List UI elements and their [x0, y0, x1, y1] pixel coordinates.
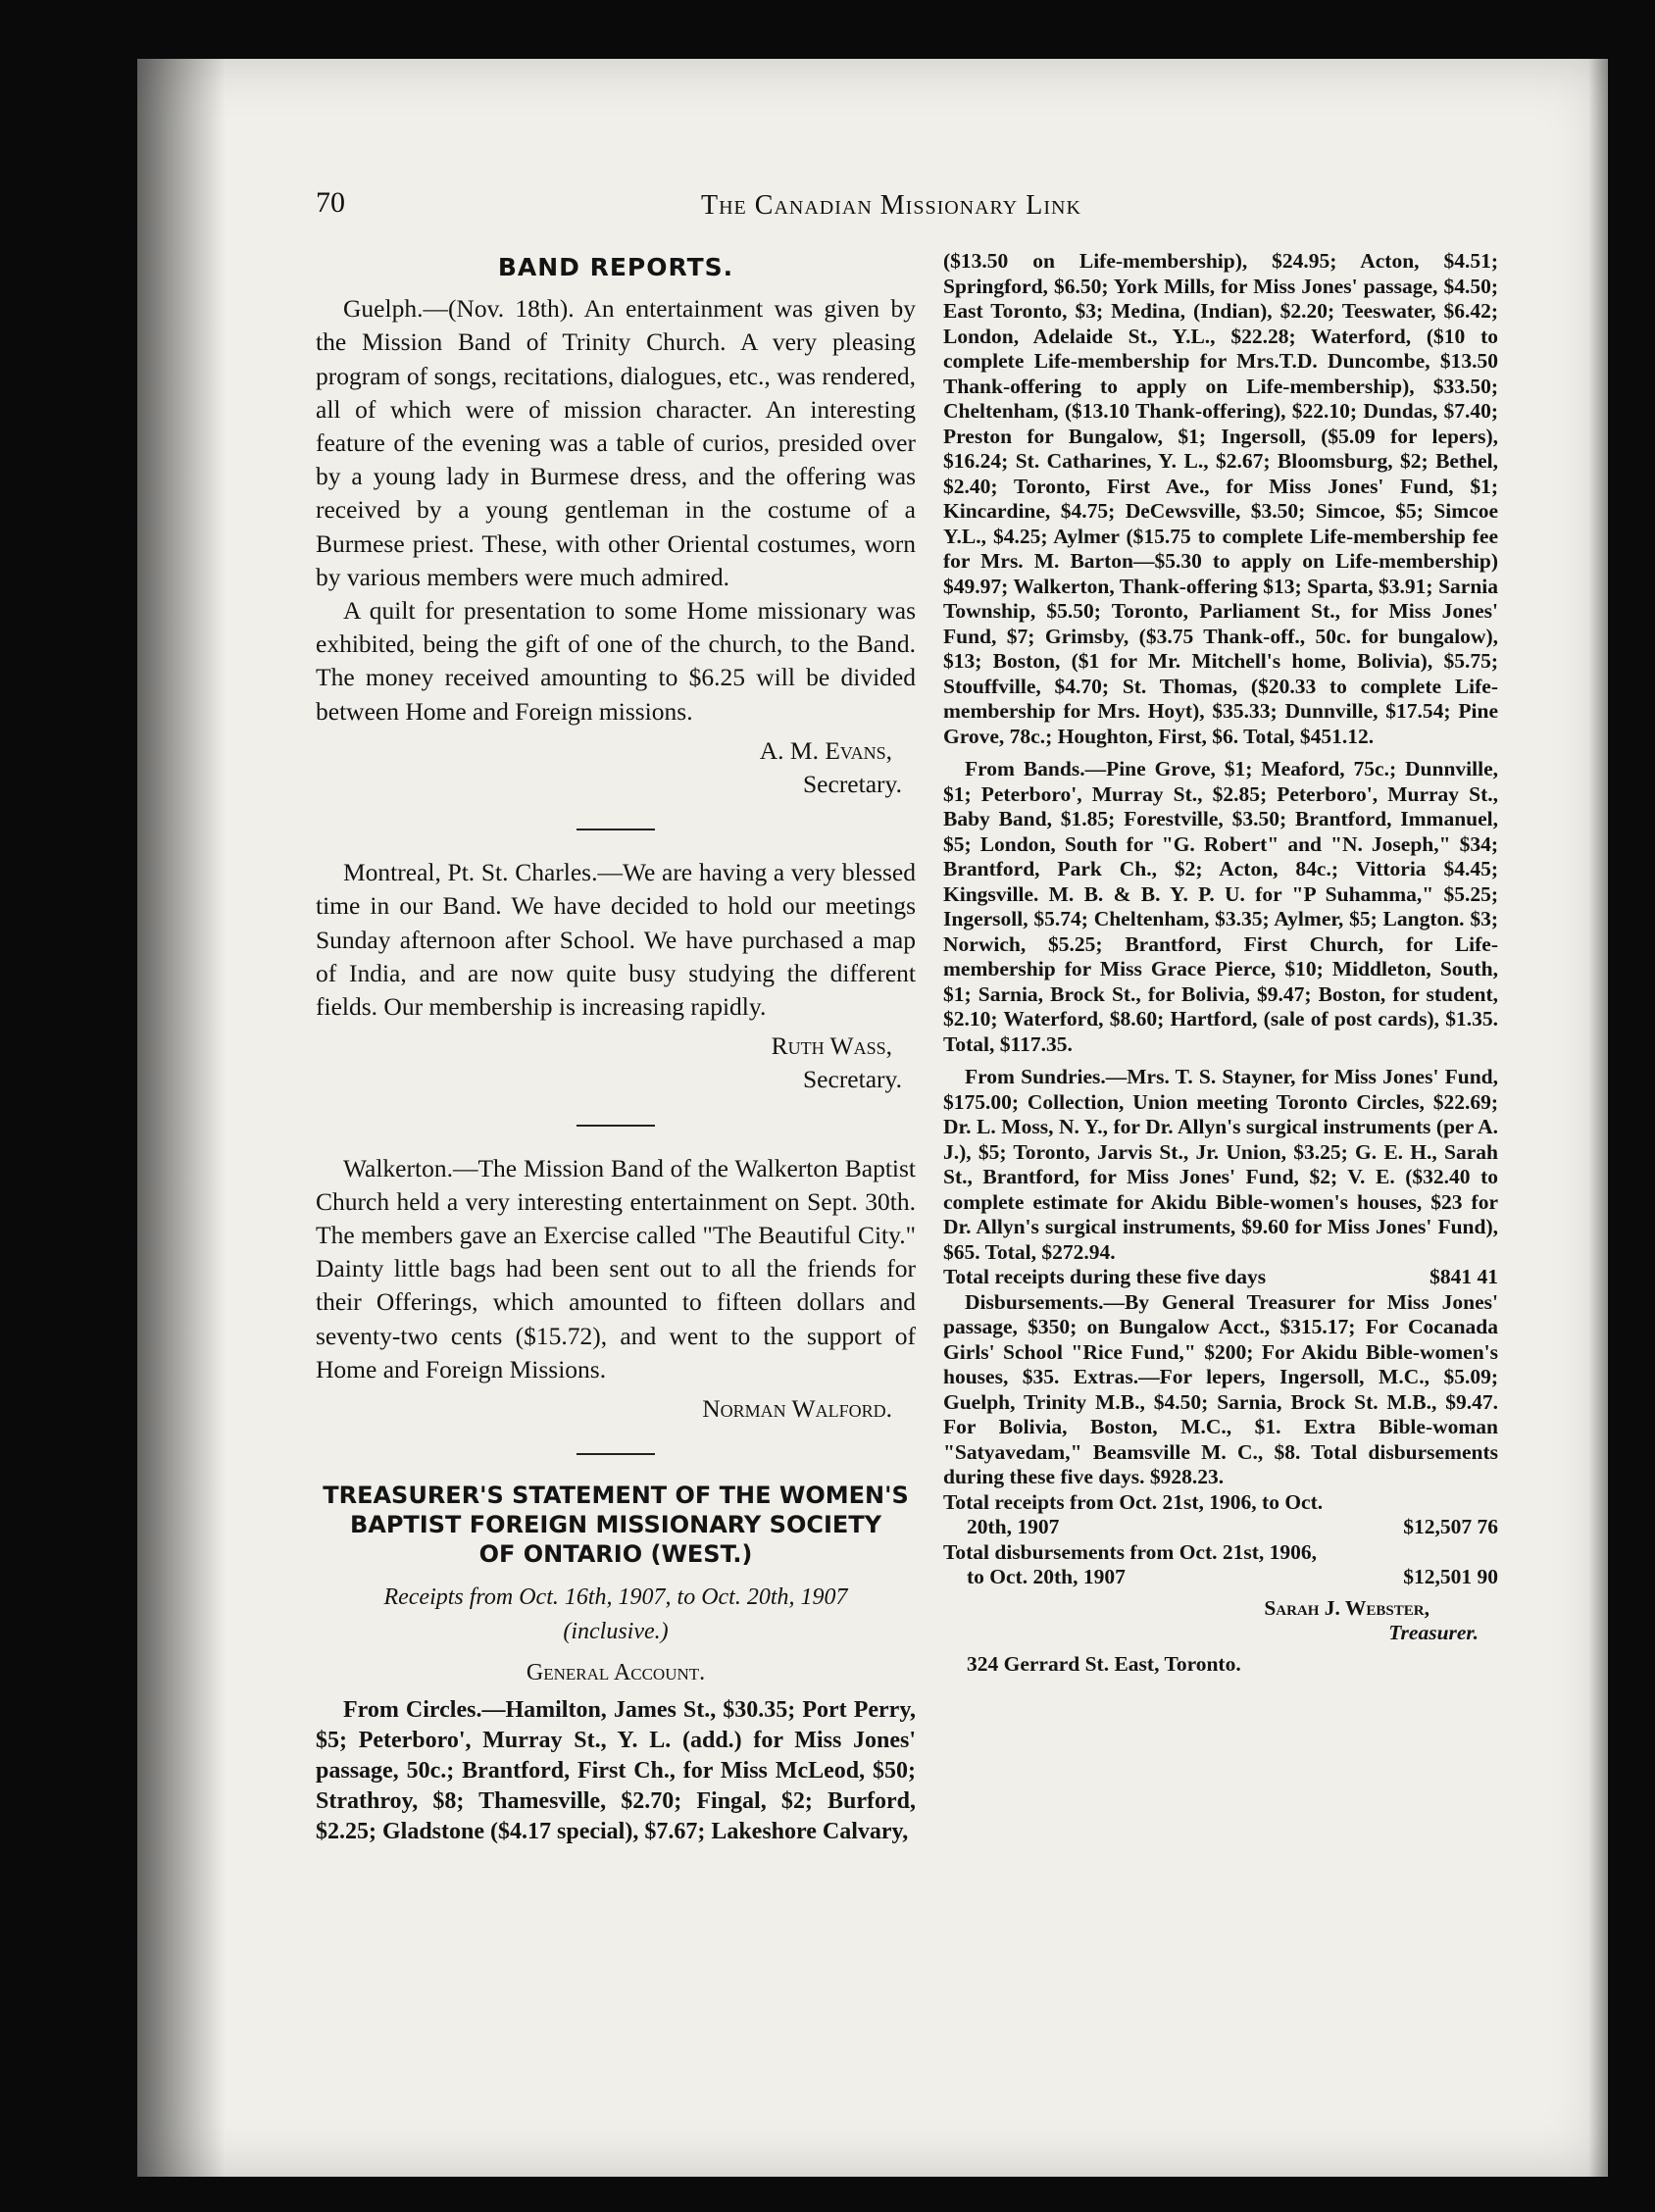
total-receipts-label: Total receipts during these five days [943, 1265, 1267, 1288]
treasurer-heading-line-2: BAPTIST FOREIGN MISSIONARY SOCIETY [349, 1511, 882, 1539]
treasurer-address: 324 Gerrard St. East, Toronto. [967, 1651, 1241, 1676]
treasurer-signature-title: Treasurer. [1388, 1621, 1479, 1644]
right-column [943, 249, 1498, 1677]
guelph-report: Guelph.—(Nov. 18th). An entertainment was given by the Mission Band of Trinity Church. A very pleasing program of songs, recitations, dialogues, etc., was rendered, all of which were of mission character. An interesting feature of the evening was a table of curios, presided over by a young lady in Burmese dress, and the offering was received by a young gentleman in the costume of a Burmese priest. These, with other Oriental costumes, worn by various members were much admired. [316, 294, 916, 591]
section-divider [577, 829, 655, 830]
montreal-report: Montreal, Pt. St. Charles.—We are having a very blessed time in our Band. We have decided to hold our meetings Sunday afternoon after School. We have purchased a map of India, and are now quite busy studying the different fields. Our membership is increasing rapidly. [316, 858, 916, 1022]
receipts-period: Receipts from Oct. 16th, 1907, to Oct. 20th, 1907 [383, 1584, 848, 1611]
walkerton-report: Walkerton.—The Mission Band of the Walkerton Baptist Church held a very interesting entertainment on Sept. 30th. The members gave an Exercise called "The Beautiful City." Dainty little bags had been sent out to all the friends for their Offerings, which amounted to fifteen dollars and seventy-two cents ($15.72), and went to the support of Home and Foreign Missions. [316, 1153, 916, 1383]
page-number: 70 [316, 186, 345, 219]
treasurer-signature-name: Sarah J. Webster, [1264, 1595, 1429, 1620]
section-divider [577, 1125, 655, 1127]
from-sundries: From Sundries.—Mrs. T. S. Stayner, for Miss Jones' Fund, $175.00; Collection, Union meeting Toronto Circles, $22.69; Dr. L. Moss, N. Y., for Dr. Allyn's surgical instruments (per A. J.), $5; Toronto, Jarvis St., Jr. Union, $3.25; G. E. H., Sarah St., Brantford, for Miss Jones' Fund, $2; V. E. ($32.40 to complete estimate for Akidu Bible-women's houses, $23 for Dr. Allyn's surgical instruments, $9.60 for Miss Jones' Fund), $65. Total, $272.94. [943, 1065, 1498, 1264]
year-disbursements-value: $12,501 90 [1403, 1565, 1498, 1588]
year-disbursements-row [943, 1565, 1498, 1590]
guelph-report-continued: A quilt for presentation to some Home missionary was exhibited, being the gift of one of the church, to the Band. The money received amounting to $6.25 will be divided between Home and Foreign missions. [316, 596, 916, 726]
montreal-signature-name: Ruth Wass, [771, 1031, 892, 1061]
walkerton-signature-name: Norman Walford. [702, 1394, 892, 1424]
receipts-inclusive: (inclusive.) [563, 1618, 669, 1644]
treasurer-statement-heading [316, 1481, 916, 1569]
year-receipts-label-1: Total receipts from Oct. 21st, 1906, to Oct. [943, 1489, 1324, 1514]
from-circles-part-2: ($13.50 on Life-membership), $24.95; Acton, $4.51; Springford, $6.50; York Mills, for Miss Jones' passage, $4.50; East Toronto, $3; Medina, (Indian), $2.20; Teeswater, $6.42; London, Adelaide St., Y.L., $22.28; Waterford, ($10 to complete Life-membership for Mrs.T.D. Duncombe, $13.50 Thank-offering to apply on Life-membership), $33.50; Cheltenham, ($13.10 Thank-offering), $22.10; Dundas, $7.40; Preston for Bungalow, $1; Ingersoll, ($5.09 for lepers), $16.24; St. Catharines, Y. L., $2.67; Bloomsburg, $2; Bethel, $2.40; Toronto, First Ave., for Miss Jones' Fund, $1; Kincardine, $4.75; DeCewsville, $3.50; Simcoe, $5; Simcoe Y.L., $4.25; Aylmer ($15.75 to complete Life-membership fee for Mrs. M. Barton—$5.30 to apply on Life-membership) $49.97; Walkerton, Thank-offering $13; Sparta, $3.91; Sarnia Township, $5.50; Toronto, Parliament St., for Miss Jones' Fund, $7; Grimsby, ($3.75 Thank-off., 50c. for bungalow), $13; Boston, ($1 for Mr. Mitchell's home, Bolivia), $5.75; Stouffville, $4.70; St. Thomas, ($20.33 to complete Life-membership for Mrs. Hoyt), $35.33; Dunnville, $17.54; Pine Grove, 78c.; Houghton, First, $6. Total, $451.12. [943, 249, 1498, 748]
from-bands: From Bands.—Pine Grove, $1; Meaford, 75c.; Dunnville, $1; Peterboro', Murray St., $2.85; Peterboro', Murray St., Baby Band, $1.85; Forestville, $3.50; Brantford, Immanuel, $5; London, South for "G. Robert" and "N. Joseph," $34; Brantford, Park Ch., $2; Acton, 84c.; Vittoria $4.45; Kingsville. M. B. & B. Y. P. U. for "P Suhamma," $5.25; Ingersoll, $5.74; Cheltenham, $3.35; Aylmer, $5; Langton. $3; Norwich, $5.25; Brantford, First Church, for Life-membership for Miss Grace Pierce, $10; Middleton, South, $1; Sarnia, Brock St., for Bolivia, $9.47; Boston, for student, $2.10; Waterford, $8.60; Hartford, (sale of post cards), $1.35. Total, $117.35. [943, 757, 1498, 1056]
year-disbursements-label-2: to Oct. 20th, 1907 [967, 1565, 1126, 1588]
montreal-signature-title: Secretary. [803, 1065, 902, 1094]
year-receipts-row [943, 1515, 1498, 1540]
guelph-signature-title: Secretary. [803, 770, 902, 799]
treasurer-heading-line-3: OF ONTARIO (WEST.) [478, 1540, 753, 1569]
treasurer-heading-line-1: TREASURER'S STATEMENT OF THE WOMEN'S [323, 1482, 909, 1510]
running-head: The Canadian Missionary Link [701, 190, 1081, 221]
year-disbursements-label-1: Total disbursements from Oct. 21st, 1906, [943, 1539, 1318, 1564]
left-column [316, 249, 916, 1847]
year-receipts-value: $12,507 76 [1403, 1515, 1498, 1538]
section-divider [577, 1453, 655, 1455]
from-circles-part-1: From Circles.—Hamilton, James St., $30.35; Port Perry, $5; Peterboro', Murray St., Y. L. (add.) for Miss Jones' passage, 50c.; Brantford, First Ch., for Miss McLeod, $50; Strathroy, $8; Thamesville, $2.70; Fingal, $2; Burford, $2.25; Gladstone ($4.17 special), $7.67; Lakeshore Calvary, [316, 1696, 916, 1844]
year-receipts-label-2: 20th, 1907 [967, 1515, 1060, 1538]
disbursements: Disbursements.—By General Treasurer for Miss Jones' passage, $350; on Bungalow Acct., $315.17; For Cocanada Girls' School "Rice Fund," $200; For Akidu Bible-women's houses, $35. Extras.—For lepers, Ingersoll, M.C., $5.09; Guelph, Trinity M.B., $4.50; Sarnia, Brock St. M.B., $9.47. For Bolivia, Boston, M.C., $1. Extra Bible-woman "Satyavedam," Beamsville M. C., $8. Total disbursements during these five days. $928.23. [943, 1289, 1498, 1488]
total-receipts-row [943, 1265, 1498, 1290]
total-receipts-value: $841 41 [1429, 1265, 1498, 1288]
guelph-signature-name: A. M. Evans, [759, 735, 892, 765]
band-reports-heading: BAND REPORTS. [497, 253, 734, 281]
general-account-heading: General Account. [526, 1659, 706, 1685]
